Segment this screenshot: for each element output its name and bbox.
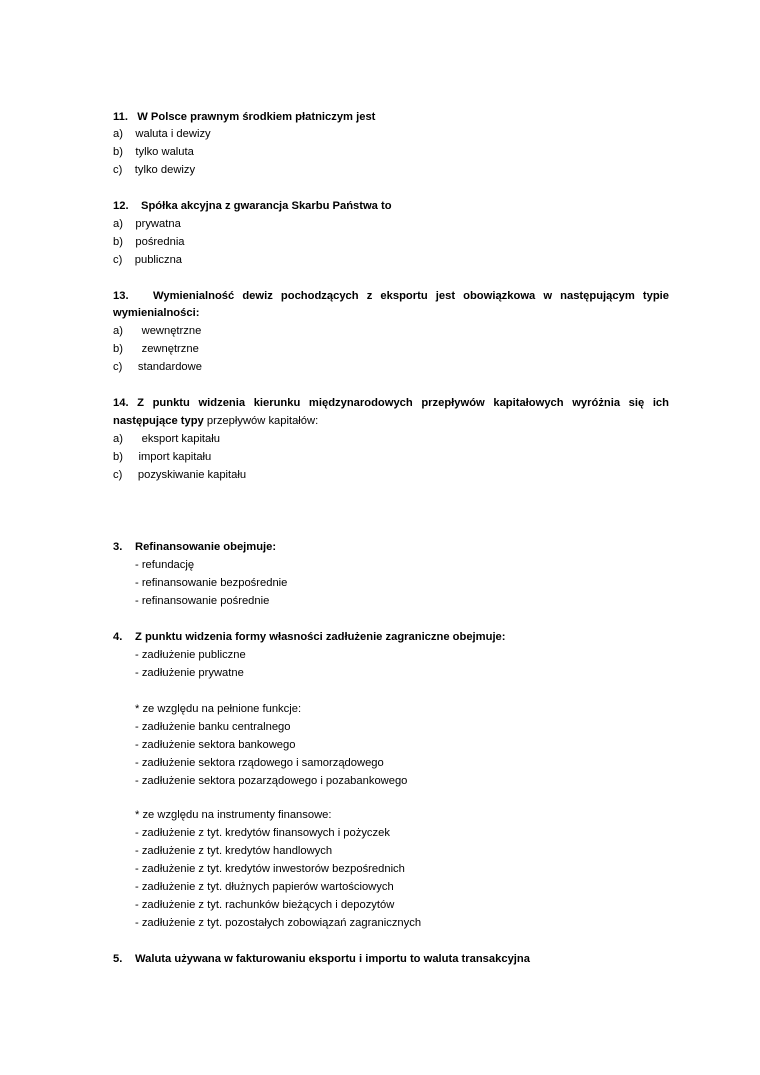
option-text: zewnętrzne: [141, 343, 199, 355]
list-item: - zadłużenie prywatne: [135, 667, 244, 679]
option-text: tylko dewizy: [134, 164, 196, 176]
list-item: - zadłużenie z tyt. rachunków bieżących i depozytów: [135, 899, 395, 911]
option-letter: b): [113, 236, 123, 248]
list-item: - zadłużenie publiczne: [135, 649, 246, 661]
s3-heading: Refinansowanie obejmuje:: [135, 541, 277, 553]
q12-text: Spółka akcyjna z gwarancja Skarbu Państwa to: [141, 200, 392, 212]
option-text: pośrednia: [135, 236, 185, 248]
q14-option-b: [113, 448, 211, 466]
option-letter: b): [113, 451, 123, 463]
s5-number: 5.: [113, 953, 123, 965]
q11-option-a: [113, 125, 211, 143]
q14-line1: 14. Z punktu widzenia kierunku międzynarodowych przepływów kapitałowych wyróżnia się ich: [113, 397, 669, 409]
q14-option-a: [113, 430, 220, 448]
list-item: - zadłużenie z tyt. pozostałych zobowiązań zagranicznych: [135, 917, 422, 929]
list-item: - zadłużenie z tyt. dłużnych papierów wartościowych: [135, 881, 394, 893]
s4-number: 4.: [113, 631, 123, 643]
q12-number: 12.: [113, 200, 129, 212]
list-item: - refinansowanie pośrednie: [135, 595, 270, 607]
s4-heading: Z punktu widzenia formy własności zadłużenie zagraniczne obejmuje:: [135, 631, 506, 643]
s5-heading: Waluta używana w fakturowaniu eksportu i importu to waluta transakcyjna: [135, 953, 530, 965]
option-text: wewnętrzne: [141, 325, 202, 337]
q13-line2: wymienialności:: [113, 307, 200, 319]
q13-number: 13.: [113, 290, 129, 302]
option-letter: c): [113, 361, 123, 373]
list-item: - zadłużenie z tyt. kredytów inwestorów bezpośrednich: [135, 863, 405, 875]
q12-option-c: [113, 251, 182, 269]
option-text: waluta i dewizy: [135, 128, 211, 140]
q11-heading: [113, 108, 375, 126]
option-letter: b): [113, 146, 123, 158]
option-letter: a): [113, 325, 123, 337]
option-text: pozyskiwanie kapitału: [137, 469, 247, 481]
q14-line2-bold: następujące typy: [113, 415, 204, 427]
option-text: standardowe: [137, 361, 202, 373]
q14-line2: [113, 412, 318, 430]
s4-sub1-heading: * ze względu na pełnione funkcje:: [135, 703, 302, 715]
option-letter: a): [113, 433, 123, 445]
list-item: - zadłużenie sektora rządowego i samorządowego: [135, 757, 384, 769]
q12-option-b: [113, 233, 185, 251]
option-letter: c): [113, 469, 123, 481]
q13-option-c: [113, 358, 202, 376]
q12-option-a: [113, 215, 181, 233]
list-item: - refundację: [135, 559, 195, 571]
list-item: - refinansowanie bezpośrednie: [135, 577, 288, 589]
list-item: - zadłużenie z tyt. kredytów handlowych: [135, 845, 333, 857]
q14-option-c: [113, 466, 246, 484]
q11-option-b: [113, 143, 194, 161]
option-text: tylko waluta: [135, 146, 194, 158]
list-item: - zadłużenie z tyt. kredytów finansowych i pożyczek: [135, 827, 390, 839]
list-item: - zadłużenie banku centralnego: [135, 721, 291, 733]
option-letter: c): [113, 164, 123, 176]
q13-option-b: [113, 340, 199, 358]
option-text: eksport kapitału: [141, 433, 220, 445]
option-letter: b): [113, 343, 123, 355]
q11-text: W Polsce prawnym środkiem płatniczym jest: [137, 111, 376, 123]
s3-number: 3.: [113, 541, 123, 553]
option-letter: c): [113, 254, 123, 266]
q11-option-c: [113, 161, 195, 179]
q13-heading: [113, 287, 669, 305]
option-text: import kapitału: [138, 451, 212, 463]
option-text: publiczna: [134, 254, 183, 266]
option-letter: a): [113, 128, 123, 140]
q13-line1: Wymienialność dewiz pochodzących z eksportu jest obowiązkowa w następującym typie: [153, 290, 669, 302]
q11-number: 11.: [113, 111, 128, 123]
option-letter: a): [113, 218, 123, 230]
option-text: prywatna: [135, 218, 181, 230]
s4-sub2-heading: * ze względu na instrumenty finansowe:: [135, 809, 332, 821]
q12-heading: [113, 197, 392, 215]
q14-line2-rest: przepływów kapitałów:: [203, 415, 319, 427]
list-item: - zadłużenie sektora bankowego: [135, 739, 296, 751]
q13-option-a: [113, 322, 201, 340]
list-item: - zadłużenie sektora pozarządowego i pozabankowego: [135, 775, 408, 787]
